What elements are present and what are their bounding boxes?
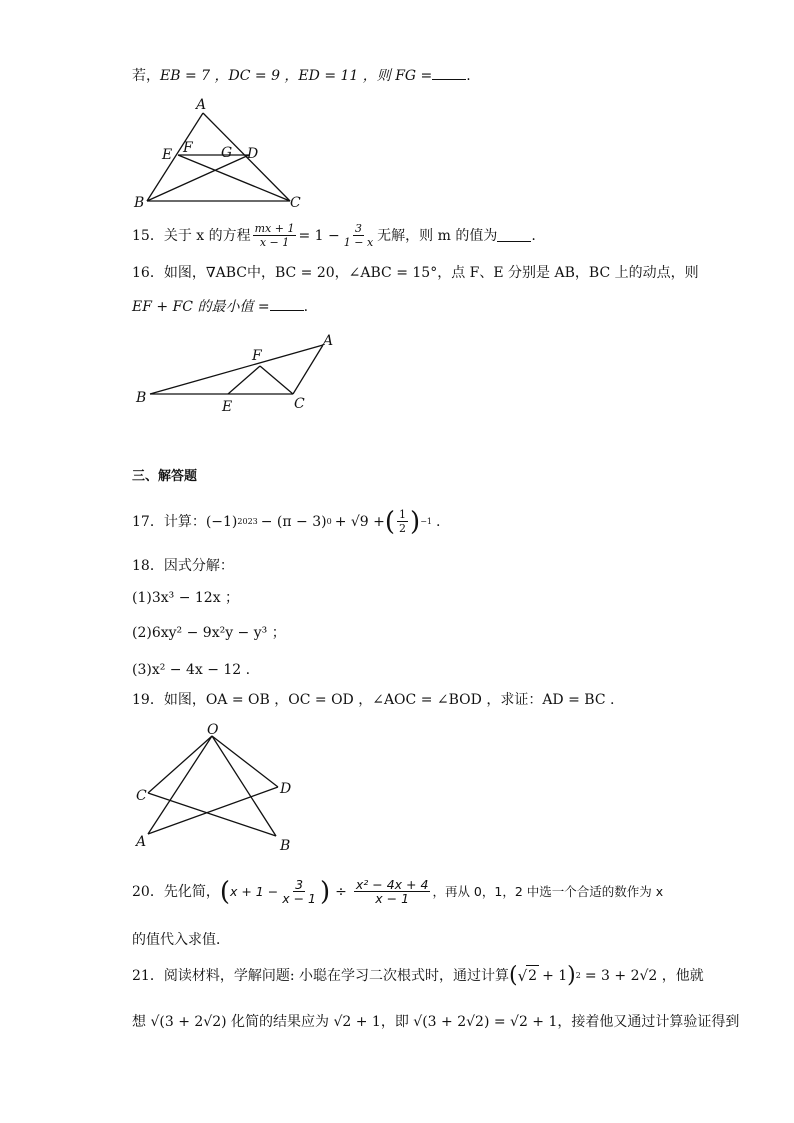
fig19-label-O: O	[207, 722, 219, 738]
fig19-label-B: B	[280, 838, 291, 854]
q17-prefix: 17．计算：	[132, 513, 206, 530]
q16-line1: 16．如图，∇ABC中，BC = 20，∠ABC = 15°，点 F、E 分别是 AB，BC 上的动点，则	[132, 265, 699, 281]
sqrt-sign: √	[517, 966, 528, 985]
fig16-label-F: F	[252, 348, 262, 364]
q17-term2: − (π − 3)	[260, 513, 327, 530]
q16-end: .	[303, 299, 309, 315]
question-16-line-1	[132, 263, 699, 283]
answer-blank	[432, 67, 466, 80]
q17-exp3: −1	[420, 516, 432, 526]
q15-suffix: 无解，则 m 的值为	[377, 227, 498, 244]
q17-fraction	[397, 508, 408, 535]
q17-end: .	[436, 513, 441, 530]
square-exponent: 2	[575, 970, 581, 980]
question-21-line-2: 想 √(3 + 2√2) 化简的结果应为 √2 + 1，即 √(3 + 2√2) = √2 + 1，接着他又通过计算验证得到	[132, 1014, 740, 1030]
q15-frac1-den: x − 1	[259, 236, 290, 249]
q20-fraction-2	[354, 878, 431, 905]
q15-end: .	[531, 227, 536, 244]
q15-fraction-2	[342, 222, 375, 249]
q15-mid: = 1 −	[298, 227, 340, 244]
q21-line1a: 21．阅读材料，学解问题: 小聪在学习二次根式时，通过计算	[132, 967, 509, 984]
left-paren: (	[219, 876, 230, 907]
fig14-label-B: B	[134, 195, 145, 210]
answer-blank	[497, 229, 531, 242]
fig19-label-A: A	[136, 834, 147, 850]
radicand: 2	[526, 965, 539, 986]
q17-exp2: 0	[326, 516, 332, 526]
left-paren: (	[508, 962, 518, 988]
right-paren: )	[567, 962, 576, 988]
question-19-line: 19．如图，OA = OB ，OC = OD ，∠AOC = ∠BOD ，求证：AD = BC .	[132, 692, 615, 708]
question-18-part-2: (2)6xy² − 9x²y − y³ ；	[132, 625, 286, 641]
q15-frac2-den: 1 − x	[343, 236, 374, 249]
q14-end: .	[466, 68, 471, 84]
right-paren: )	[410, 506, 421, 537]
question-20-line-2: 的值代入求值．	[132, 932, 230, 948]
q20-frac2-den: x − 1	[375, 891, 410, 906]
figure-16	[132, 328, 347, 418]
q20-frac1-num: 3	[295, 877, 304, 892]
q17-exp1: 2023	[237, 516, 258, 526]
fig14-label-C: C	[290, 195, 301, 210]
fig19-label-C: C	[136, 788, 147, 804]
left-paren: (	[384, 506, 396, 537]
q15-frac1-num: mx + 1	[254, 222, 295, 235]
fig16-label-B: B	[136, 390, 147, 406]
figure-14	[130, 95, 320, 210]
question-18-part-1: (1)3x³ − 12x ；	[132, 590, 240, 606]
q15-prefix: 15．关于 x 的方程	[132, 227, 251, 244]
question-18-title: 18．因式分解：	[132, 558, 234, 574]
q15-fraction-1	[253, 222, 297, 249]
q20-frac1-den: x − 1	[282, 891, 316, 906]
q15-frac2-num: 3	[354, 222, 362, 235]
question-21-line-1	[132, 962, 704, 988]
fig14-label-A: A	[196, 97, 207, 113]
fig16-label-C: C	[294, 396, 305, 412]
answer-blank	[270, 298, 304, 311]
q14-conditions: EB = 7 ，DC = 9 ，ED = 11 ，则 FG =	[160, 68, 433, 84]
question-20-line-1	[132, 878, 663, 905]
question-15-line	[132, 222, 536, 249]
section-heading: 三、解答题	[132, 469, 198, 484]
q17-term3: + √9 +	[334, 513, 385, 530]
q17-frac-num: 1	[399, 508, 407, 521]
q17-frac-den: 2	[399, 522, 407, 535]
q17-term1: (−1)	[205, 513, 238, 530]
fig16-label-E: E	[222, 399, 233, 415]
fig14-label-D: D	[247, 146, 259, 162]
question-18-part-3: (3)x² − 4x − 12 .	[132, 662, 251, 678]
q16-line2: EF + FC 的最小值 =	[132, 299, 270, 315]
q20-frac2-num: x² − 4x + 4	[355, 877, 429, 892]
fig14-label-E: E	[162, 147, 173, 163]
q20-divide: ÷	[335, 883, 347, 900]
question-14-line	[132, 66, 471, 86]
q20-fraction-1	[280, 878, 318, 905]
plus-one: + 1	[542, 967, 568, 984]
fig14-label-G: G	[221, 145, 233, 161]
q14-prefix: 若，	[132, 68, 160, 84]
fig19-label-D: D	[280, 781, 292, 797]
q20-inner: x + 1 −	[229, 883, 279, 899]
figure-19	[130, 720, 305, 855]
fig14-label-F: F	[183, 140, 193, 156]
question-17-line	[132, 508, 440, 535]
q21-line1b: = 3 + 2√2 ，他就	[584, 967, 704, 984]
q20-suffix: ，再从 0，1，2 中选一个合适的数作为 x	[432, 883, 664, 899]
q20-prefix: 20．先化简，	[132, 883, 220, 900]
fig16-label-A: A	[323, 333, 334, 349]
right-paren: )	[319, 876, 331, 907]
question-16-line-2	[132, 297, 308, 317]
